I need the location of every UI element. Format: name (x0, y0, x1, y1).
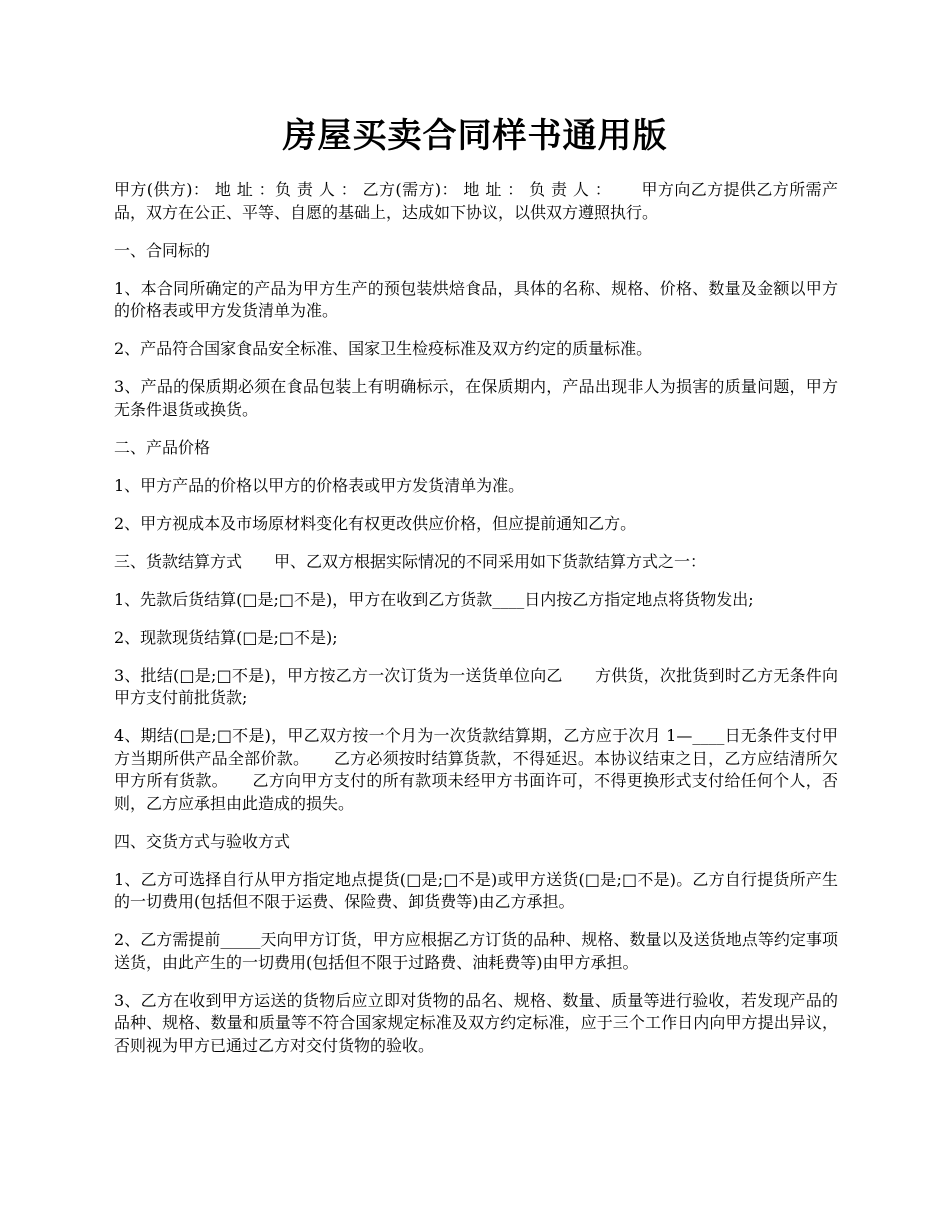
clause-paragraph: 1、甲方产品的价格以甲方的价格表或甲方发货清单为准。 (114, 475, 525, 495)
document-body (114, 179, 838, 1073)
clause-paragraph: 3、产品的保质期必须在食品包装上有明确标示，在保质期内，产品出现非人为损害的质量问题，甲方无条件退货或换货。 (114, 377, 838, 419)
clause-paragraph: 2、产品符合国家食品安全标准、国家卫生检疫标准及双方约定的质量标准。 (114, 339, 653, 358)
document-title: 房屋买卖合同样书通用版 (282, 116, 668, 156)
clause-paragraph: 1、先款后货结算(□是;□不是)，甲方在收到乙方货款____日内按乙方指定地点将货物发出; (114, 589, 754, 609)
clause-paragraph: 1、乙方可选择自行从甲方指定地点提货(□是;□不是)或甲方送货(□是;□不是)。乙方自行提货所产生的一切费用(包括但不限于运费、保险费、卸货费等)由乙方承担。 (114, 869, 838, 911)
clause-paragraph: 3、乙方在收到甲方运送的货物后应立即对货物的品名、规格、数量、质量等进行验收，若发现产品的品种、规格、数量和质量等不符合国家规定标准及双方约定标准，应于三个工作日内向甲方提出异议，否则视为甲方已通过乙方对交付货物的验收。 (114, 990, 838, 1055)
section-heading: 二、产品价格 (114, 437, 211, 457)
section-heading: 四、交货方式与验收方式 (114, 831, 291, 851)
section-heading: 一、合同标的 (114, 240, 211, 260)
clause-paragraph: 3、批结(□是;□不是)，甲方按乙方一次订货为一送货单位向乙 方供货，次批货到时乙方无条件向甲方支付前批货款; (114, 665, 838, 707)
intro-paragraph: 甲方(供方)： 地 址 ：负 责 人 ： 乙方(需方)： 地 址 ： 负 责 人 ： 甲方向乙方提供乙方所需产品，双方在公正、平等、自愿的基础上，达成如下协议，以供双方遵照执行。 (114, 180, 838, 222)
clause-paragraph: 2、乙方需提前_____天向甲方订货，甲方应根据乙方订货的品种、规格、数量以及送货地点等约定事项送货，由此产生的一切费用(包括但不限于过路费、油耗费等)由甲方承担。 (114, 930, 838, 972)
clause-paragraph: 2、现款现货结算(□是;□不是); (114, 627, 338, 647)
clause-paragraph: 2、甲方视成本及市场原材料变化有权更改供应价格，但应提前通知乙方。 (114, 513, 637, 533)
clause-paragraph: 1、本合同所确定的产品为甲方生产的预包装烘焙食品，具体的名称、规格、价格、数量及金额以甲方的价格表或甲方发货清单为准。 (114, 278, 838, 320)
clause-paragraph: 4、期结(□是;□不是)，甲乙双方按一个月为一次货款结算期，乙方应于次月 1—____日无条件支付甲方当期所供产品全部价款。 乙方必须按时结算货款，不得延迟。本协议结束之日，乙方应结清所欠甲方所有货款。 乙方向甲方支付的所有款项未经甲方书面许可，不得更换形式支付给任何个人，否则，乙方应承担由此造成的损失。 (114, 726, 838, 813)
section-heading: 三、货款结算方式 甲、乙双方根据实际情况的不同采用如下货款结算方式之一： (114, 551, 707, 571)
